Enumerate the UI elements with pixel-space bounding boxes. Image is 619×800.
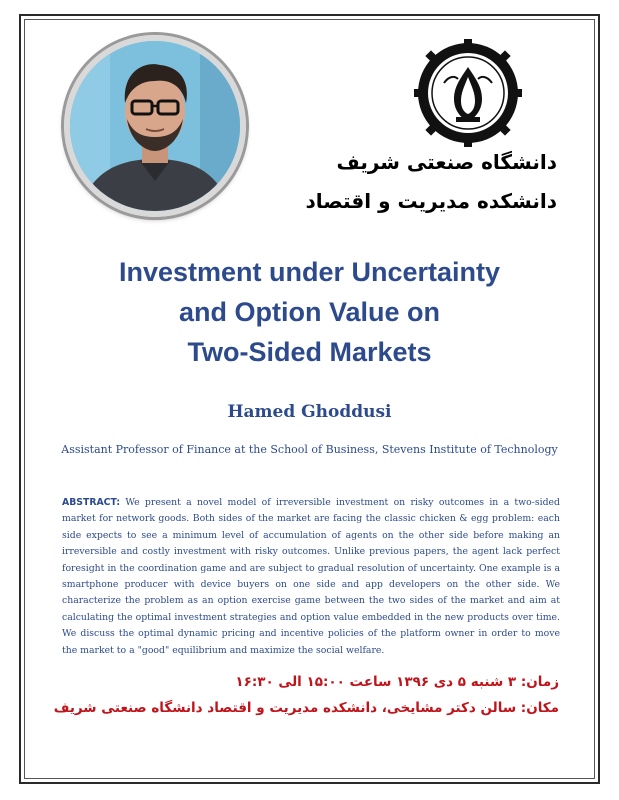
title-line-1: Investment under Uncertainty bbox=[118, 257, 501, 287]
title-line-3: Two-Sided Markets bbox=[187, 337, 432, 367]
speaker-photo bbox=[64, 35, 246, 217]
abstract-text: We present a novel model of irreversible investment on risky outcomes in a two-sided market for network goods. Both sides of the market are facing the classic chicken & egg problem: each side expects to see a minimum level of accumulation of agents on the other side before making an irreversible and costly investment with risky outcomes. Unlike previous papers, the agent lack perfect foresight in the coordination game and are subject to gradual resolution of uncertainty. One example is a smartphone producer with device buyers on one side and app developers on the other side. We characterize the problem as an option exercise game between the two sides of the market and aim at calculating the optimal investment strategies and option value embedded in the new products over time. We discuss the optimal dynamic pricing and incentive policies of the platform owner in order to move the market to a "good" equilibrium and maximize the social welfare. bbox=[62, 497, 560, 656]
talk-title bbox=[24, 252, 595, 372]
speaker-affiliation: Assistant Professor of Finance at the School of Business, Stevens Institute of Technology bbox=[61, 443, 558, 456]
abstract-label: ABSTRACT: bbox=[62, 497, 121, 508]
abstract-block bbox=[62, 495, 560, 659]
university-name: دانشگاه صنعتی شریف bbox=[336, 150, 557, 174]
faculty-name: دانشکده مدیریت و اقتصاد bbox=[305, 189, 557, 213]
speaker-name: Hamed Ghoddusi bbox=[227, 402, 392, 422]
speaker-portrait-image bbox=[70, 41, 240, 211]
sharif-university-logo-icon bbox=[414, 39, 522, 147]
event-time: زمان: ۳ شنبه ۵ دی ۱۳۹۶ ساعت ۱۵:۰۰ الی ۱۶:۳۰ bbox=[235, 674, 559, 690]
title-line-2: and Option Value on bbox=[178, 297, 440, 327]
event-place: مکان: سالن دکتر مشایخی، دانشکده مدیریت و اقتصاد دانشگاه صنعتی شریف bbox=[53, 700, 559, 716]
